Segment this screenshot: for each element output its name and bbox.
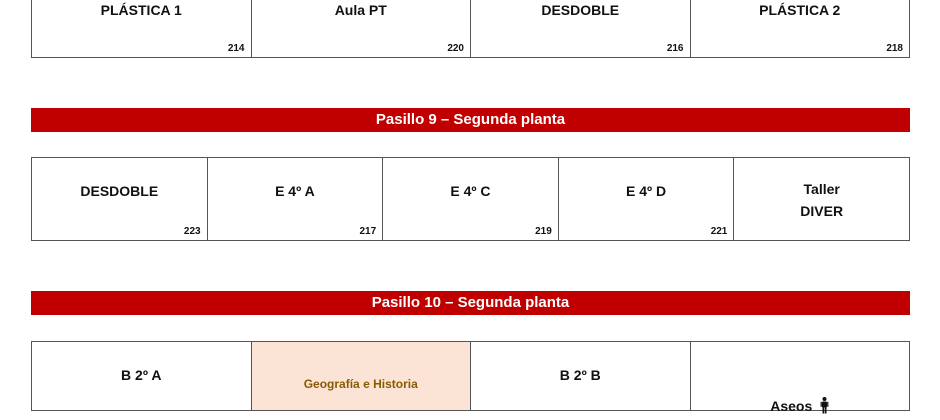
- room-cell: [471, 0, 691, 57]
- room-cell: [32, 342, 252, 410]
- room-number: 214: [227, 43, 245, 54]
- room-number: 221: [710, 226, 728, 237]
- room-name-with-icon: [691, 373, 910, 420]
- room-cell: [559, 158, 735, 240]
- room-row-middle: [31, 157, 910, 241]
- corridor-banner-9: Pasillo 9 – Segunda planta: [31, 108, 910, 132]
- room-cell: [208, 158, 384, 240]
- room-number: 223: [183, 226, 201, 237]
- room-name: B 2º B: [559, 367, 601, 383]
- room-name: Aseos: [770, 398, 813, 414]
- room-cell: [691, 0, 910, 57]
- room-cell: [383, 158, 559, 240]
- room-row-top: [31, 0, 910, 58]
- corridor-banner-10: Pasillo 10 – Segunda planta: [31, 291, 910, 315]
- room-cell: [252, 0, 472, 57]
- room-name: B 2º A: [121, 367, 162, 383]
- room-name: PLÁSTICA 1: [100, 2, 182, 18]
- room-number: 216: [666, 43, 684, 54]
- room-cell: [471, 342, 691, 410]
- room-name: Aula PT: [334, 2, 387, 18]
- room-name: E 4º A: [275, 183, 315, 199]
- room-name: E 4º D: [626, 183, 667, 199]
- room-cell: [32, 0, 252, 57]
- room-name: E 4º C: [450, 183, 491, 199]
- room-name: PLÁSTICA 2: [759, 2, 841, 18]
- room-number: 217: [359, 226, 377, 237]
- room-cell: [691, 342, 910, 414]
- room-number: 220: [447, 43, 464, 54]
- room-name: Taller DIVER: [800, 181, 844, 219]
- room-name: DESDOBLE: [80, 183, 159, 199]
- room-cell-highlighted: [252, 342, 472, 410]
- room-number: 219: [535, 226, 552, 237]
- room-cell: [32, 158, 208, 240]
- room-name: Geografía e Historia: [303, 377, 418, 391]
- room-name: DESDOBLE: [541, 2, 620, 18]
- person-icon: [820, 397, 829, 420]
- room-cell: [734, 158, 909, 240]
- room-number: 218: [886, 43, 903, 54]
- room-row-bottom: [31, 341, 910, 414]
